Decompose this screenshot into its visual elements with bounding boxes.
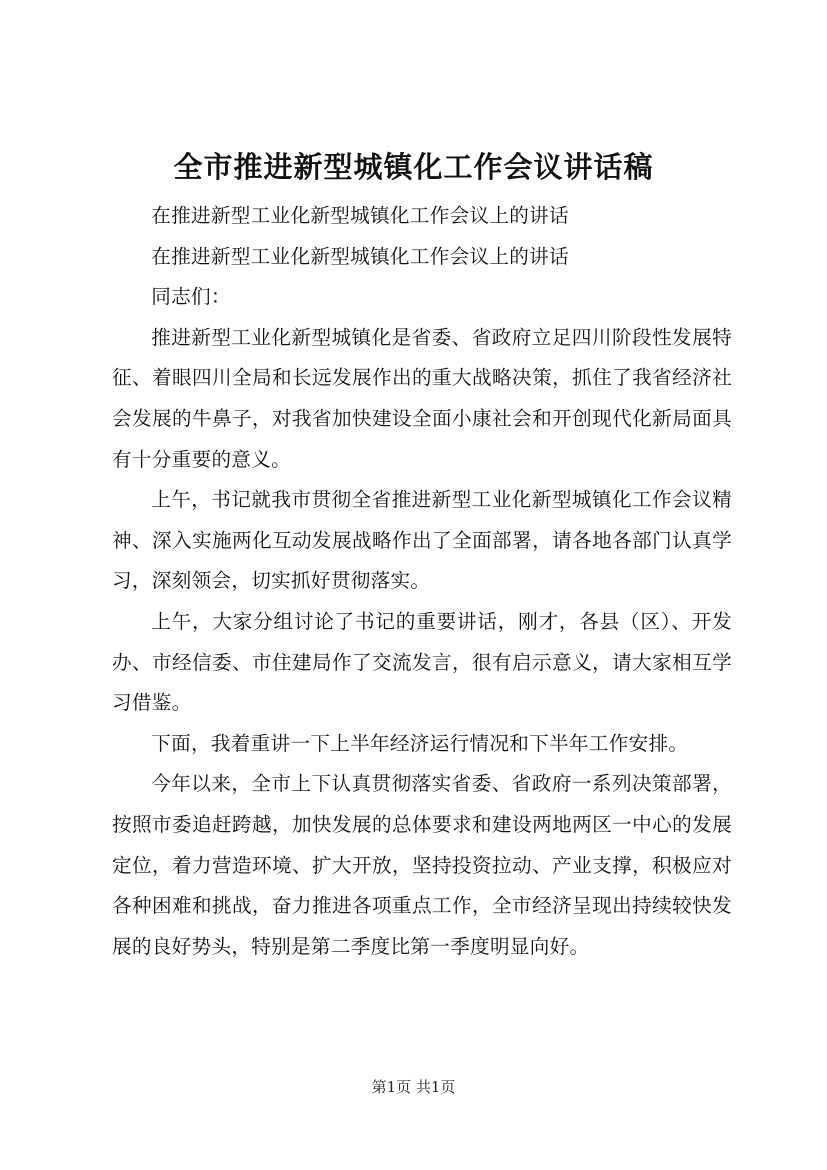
paragraph-1: 推进新型工业化新型城镇化是省委、省政府立足四川阶段性发展特征、着眼四川全局和长远发展作出的重大战略决策，抓住了我省经济社会发展的牛鼻子，对我省加快建设全面小康社会和开创现代化新局面具有十分重要的意义。 — [112, 325, 732, 471]
paragraph-3: 上午，大家分组讨论了书记的重要讲话，刚才，各县（区）、开发办、市经信委、市住建局作了交流发言，很有启示意义，请大家相互学习借鉴。 — [112, 609, 732, 715]
salutation: 同志们： — [151, 285, 231, 309]
paragraph-4: 下面，我着重讲一下上半年经济运行情况和下半年工作安排。 — [151, 731, 689, 755]
subtitle-line-2: 在推进新型工业化新型城镇化工作会议上的讲话 — [151, 244, 569, 268]
paragraph-2: 上午，书记就我市贯彻全省推进新型工业化新型城镇化工作会议精神、深入实施两化互动发展战略作出了全面部署，请各地各部门认真学习，深刻领会，切实抓好贯彻落实。 — [112, 488, 732, 593]
document-title: 全市推进新型城镇化工作会议讲话稿 — [173, 150, 654, 184]
subtitle-line-1: 在推进新型工业化新型城镇化工作会议上的讲话 — [151, 204, 569, 227]
page-footer: 第1页 共1页 — [371, 1078, 456, 1096]
document-body — [112, 196, 732, 967]
paragraph-5: 今年以来，全市上下认真贯彻落实省委、省政府一系列决策部署，按照市委追赶跨越，加快发展的总体要求和建设两地两区一中心的发展定位，着力营造环境、扩大开放，坚持投资拉动、产业支撑，积极应对各种困难和挑战，奋力推进各项重点工作，全市经济呈现出持续较快发展的良好势头，特别是第二季度比第一季度明显向好。 — [112, 772, 732, 958]
